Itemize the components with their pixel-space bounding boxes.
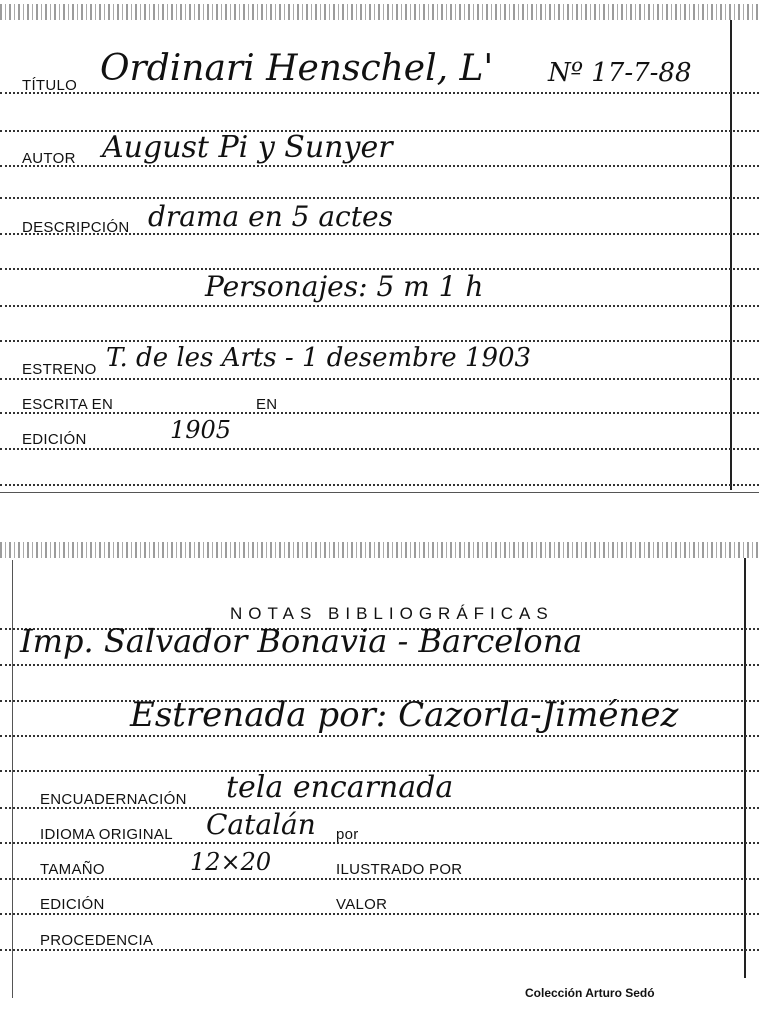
rule-line: [0, 913, 759, 915]
personajes-value: Personajes: 5 m 1 h: [205, 270, 484, 303]
autor-label: AUTOR: [22, 150, 76, 167]
edicion-value: 1905: [170, 416, 232, 444]
rule-line: [0, 878, 759, 880]
card-bottom-edge-texture: [0, 542, 759, 558]
rule-line: [0, 448, 759, 450]
titulo-label: TÍTULO: [22, 77, 78, 94]
estreno-label: ESTRENO: [22, 361, 97, 378]
procedencia-label: PROCEDENCIA: [40, 932, 154, 949]
rule-line: [0, 735, 759, 737]
descripcion-value: drama en 5 actes: [148, 200, 393, 233]
note-line-1: Imp. Salvador Bonavia - Barcelona: [20, 622, 583, 660]
rule-line: [0, 484, 759, 486]
encuadernacion-label: ENCUADERNACIÓN: [40, 791, 187, 808]
en-label: EN: [256, 396, 278, 413]
descripcion-label: DESCRIPCIÓN: [22, 219, 130, 236]
valor-label: VALOR: [336, 896, 388, 913]
rule-line: [0, 412, 759, 414]
rule-line: [0, 165, 759, 167]
autor-value: August Pi y Sunyer: [102, 130, 393, 165]
idioma-value: Catalán: [206, 808, 316, 841]
page-divider: [0, 492, 759, 493]
rule-line: [0, 305, 759, 307]
por-label: por: [336, 826, 359, 843]
collection-footer: Colección Arturo Sedó: [525, 986, 655, 1000]
encuadernacion-value: tela encarnada: [226, 770, 454, 805]
numero-value: Nº 17-7-88: [548, 58, 692, 88]
rule-line: [0, 664, 759, 666]
card-left-edge: [12, 560, 13, 998]
escrita-en-label: ESCRITA EN: [22, 396, 114, 413]
catalog-card-top: [0, 0, 759, 500]
rule-line: [0, 949, 759, 951]
card-right-edge: [730, 20, 732, 490]
edicion-label-bottom: EDICIÓN: [40, 896, 105, 913]
ilustrado-label: ILUSTRADO POR: [336, 861, 463, 878]
titulo-value: Ordinari Henschel, L': [100, 48, 494, 89]
card-right-edge: [744, 558, 746, 978]
rule-line: [0, 197, 759, 199]
tamano-label: TAMAÑO: [40, 861, 105, 878]
card-top-edge-texture: [0, 4, 759, 20]
notas-heading: NOTAS BIBLIOGRÁFICAS: [230, 604, 554, 623]
rule-line: [0, 340, 759, 342]
note-line-2: Estrenada por: Cazorla-Jiménez: [130, 695, 679, 735]
idioma-label: IDIOMA ORIGINAL: [40, 826, 173, 843]
edicion-label: EDICIÓN: [22, 431, 87, 448]
tamano-value: 12×20: [190, 848, 272, 876]
estreno-value: T. de les Arts - 1 desembre 1903: [106, 343, 532, 373]
rule-line: [0, 92, 759, 94]
rule-line: [0, 378, 759, 380]
